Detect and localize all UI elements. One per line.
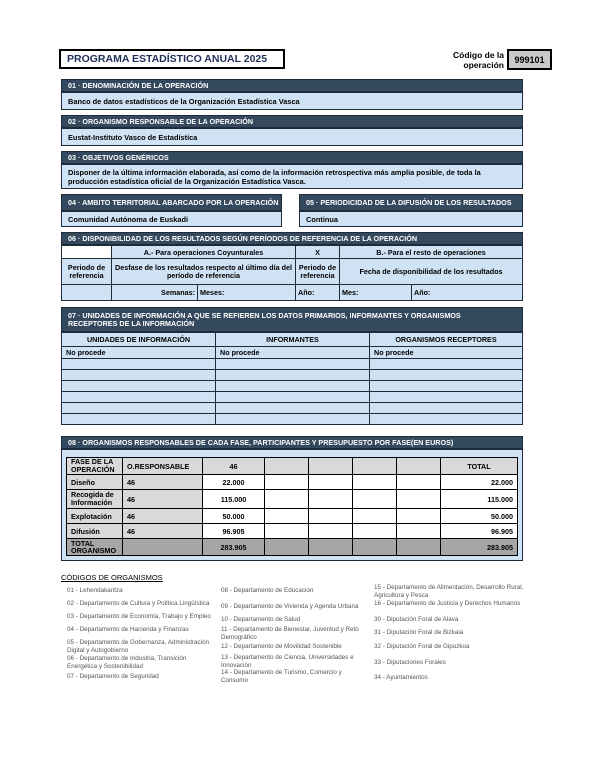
table-row [67,490,518,509]
fecha-disponibilidad: Fecha de disponibilidad de los resultados [340,259,523,285]
receivers-value: No procede [370,347,523,359]
code-item: 13 - Departamento de Ciencia, Universidades e Innovación [221,654,354,669]
section-07-header: 07 · UNIDADES DE INFORMACIÓN A QUE SE REFIEREN LOS DATOS PRIMARIOS, INFORMANTES Y ORGANISMOS RECEPTORES DE LA INFORMACIÓN [61,307,523,332]
units-value: No procede [62,347,216,359]
code-item: 03 - Departamento de Economía, Trabajo y Empleo [67,613,211,620]
table-row [62,370,523,381]
units-table [61,332,523,425]
total-organismo-label: TOTAL ORGANISMO [67,539,123,556]
availability-table [61,245,523,301]
code-label-line1: Código de la [453,50,504,60]
periodo-referencia-a: Periodo de referencia [62,259,112,285]
resp-cell: 46 [123,490,203,509]
amount-cell: 22.000 [203,475,265,490]
codes-column-3 [374,584,524,687]
section-01-value: Banco de datos estadísticos de la Organización Estadística Vasca [61,92,523,110]
anio-label: Año: [296,285,340,301]
code-item: 05 - Departamento de Gobernanza, Administración Digital y Autogobierno [67,639,210,654]
code-item: 02 - Departamento de Cultura y Política Lingüística [67,600,210,607]
empty-cell [62,285,112,301]
table-row [62,359,523,370]
code-item: 07 - Departamento de Seguridad [67,673,159,680]
x-mark: X [296,246,340,259]
code-item: 12 - Departamento de Movilidad Sostenible [221,643,342,650]
total-cell: 96.905 [441,524,518,539]
total-cell: 22.000 [441,475,518,490]
mes-label: Mes: [340,285,412,301]
section-04-header: 04 · AMBITO TERRITORIAL ABARCADO POR LA OPERACIÓN [61,194,282,211]
section-02-value: Eustat-Instituto Vasco de Estadística [61,128,523,146]
resp-cell: 46 [123,475,203,490]
section-05-header: 05 · PERIODICIDAD DE LA DIFUSIÓN DE LOS RESULTADOS [299,194,523,211]
code-item: 32 - Diputación Foral de Gipuzkoa [374,643,470,650]
operation-code: 999101 [507,49,552,70]
resto-label: B.- Para el resto de operaciones [340,246,523,259]
units-header: UNIDADES DE INFORMACIÓN [62,333,216,347]
amount-cell: 115.000 [203,490,265,509]
informants-value: No procede [216,347,370,359]
meses-label: Meses: [198,285,296,301]
section-03-header: 03 · OBJETIVOS GENÉRICOS [61,151,523,164]
code-item: 14 - Departamento de Turismo, Comercio y Consumo [221,669,342,684]
informants-header: INFORMANTES [216,333,370,347]
code-item: 04 - Departamento de Hacienda y Finanzas [67,626,189,633]
table-row [62,381,523,392]
semanas-label: Semanas: [112,285,198,301]
table-row [62,414,523,425]
table-row [67,509,518,524]
code-item: 33 - Diputaciones Forales [374,659,446,666]
code-item: 31 - Diputación Foral de Bizkaia [374,629,464,636]
fase-cell: Diseño [67,475,123,490]
section-06-header: 06 · DISPONIBILIDAD DE LOS RESULTADOS SEGÚN PERÍODOS DE REFERENCIA DE LA OPERACIÓN [61,232,523,245]
periodo-referencia-b: Periodo de referencia [296,259,340,285]
table-row [62,403,523,414]
receivers-header: ORGANISMOS RECEPTORES [370,333,523,347]
desfase-label: Desfase de los resultados respecto al último día del período de referencia [112,259,296,285]
section-02-header: 02 · ORGANISMO RESPONSABLE DE LA OPERACIÓN [61,115,523,128]
total-organismo-total: 283.905 [441,539,518,556]
fase-cell: Explotación [67,509,123,524]
fase-header: FASE DE LA OPERACIÓN [67,458,123,475]
code-label [432,50,504,70]
code-item: 06 - Departamento de Industria, Transición Energética y Sostenibilidad [67,655,187,670]
section-01-header: 01 · DENOMINACIÓN DE LA OPERACIÓN [61,79,523,92]
resp-cell: 46 [123,524,203,539]
total-organismo-amount: 283.905 [203,539,265,556]
code-item: 16 - Departamento de Justicia y Derechos Humanos [374,600,521,607]
code-item: 08 - Departamento de Educación [221,587,314,594]
empty-cell [62,246,112,259]
code-item: 34 - Ayuntamientos [374,674,428,681]
total-cell: 115.000 [441,490,518,509]
amount-cell: 50.000 [203,509,265,524]
codes-column-2 [221,587,366,685]
total-header: TOTAL [441,458,518,475]
code-item: 30 - Diputación Foral de Alava [374,616,459,623]
table-row [67,475,518,490]
code-item: 09 - Departamento de Vivienda y Agenda Urbana [221,603,359,610]
fase-cell: Difusión [67,524,123,539]
page-title: PROGRAMA ESTADÍSTICO ANUAL 2025 [59,49,285,69]
codes-column-1 [67,587,217,686]
section-08-header: 08 · ORGANISMOS RESPONSABLES DE CADA FASE, PARTICIPANTES Y PRESUPUESTO POR FASE(EN EUROS) [61,436,523,449]
anio2-label: Año: [412,285,523,301]
fase-cell: Recogida de Información [67,490,123,509]
org-46-header: 46 [203,458,265,475]
total-cell: 50.000 [441,509,518,524]
section-04-value: Comunidad Autónoma de Euskadi [61,211,282,227]
code-item: 11 - Departamento de Bienestar, Juventud y Reto Demográfico [221,626,359,641]
code-item: 10 - Departamento de Salud [221,616,301,623]
resp-cell: 46 [123,509,203,524]
responsable-header: O.RESPONSABLE [123,458,203,475]
code-item: 01 - Lehendakaritza [67,587,123,594]
table-row [67,524,518,539]
code-item: 15 - Departamento de Alimentación, Desarrollo Rural, Agricultura y Pesca [374,584,524,599]
codes-title: CÓDIGOS DE ORGANISMOS [61,573,163,582]
section-03-value: Disponer de la última información elaborada, así como de la información retrospectiva más amplia posible, de toda la producción estadística oficial de la Organización Estadística Vasca. [61,164,523,189]
code-label-line2: operación [463,60,504,70]
amount-cell: 96.905 [203,524,265,539]
budget-table [66,457,518,556]
table-row [62,392,523,403]
table-row [67,539,518,556]
section-05-value: Continua [299,211,523,227]
coyuntural-label: A.- Para operaciones Coyunturales [112,246,296,259]
